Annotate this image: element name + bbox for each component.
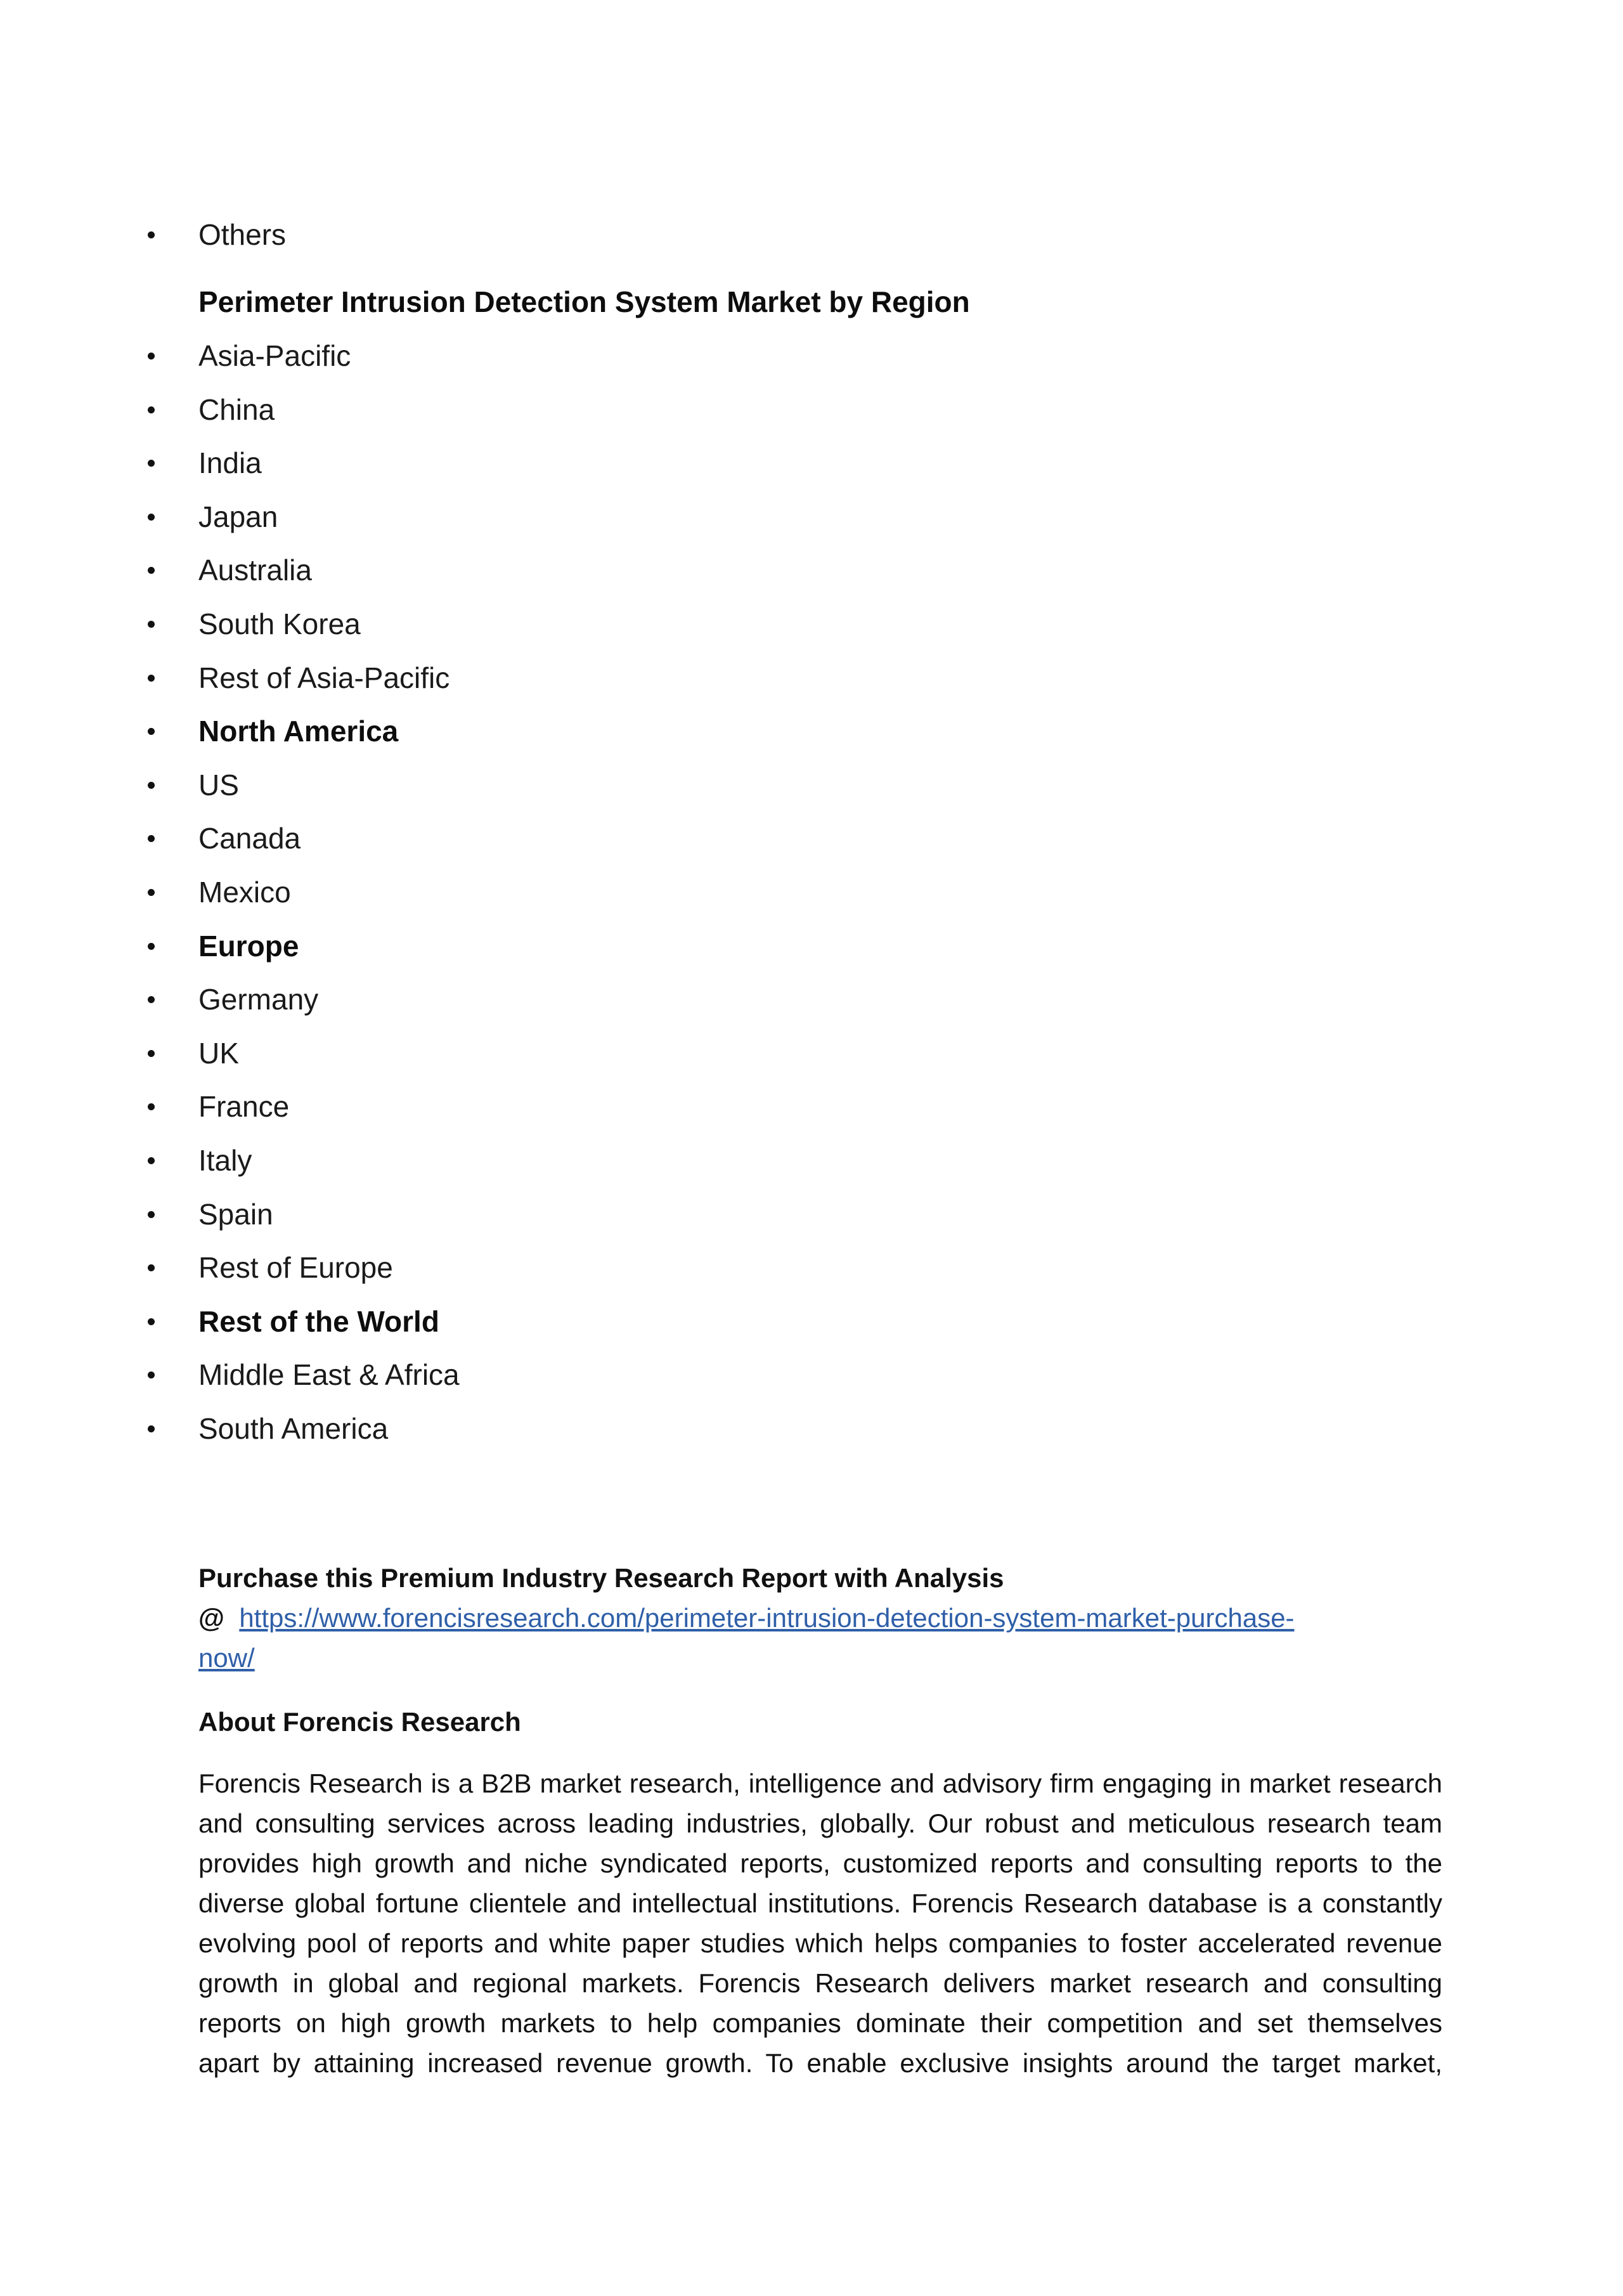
list-item-region-group — [0, 1302, 1522, 1340]
bullet-icon — [148, 1425, 155, 1432]
list-item-label: South Korea — [198, 607, 361, 640]
list-item-label: India — [198, 446, 262, 479]
list-item-label: Canada — [198, 822, 301, 855]
about-line: Forencis Research is a B2B market research, intelligence and advisory firm engaging in market research — [198, 1768, 1442, 1798]
bullet-icon — [148, 1050, 155, 1057]
about-line: diverse global fortune clientele and intellectual institutions. Forencis Research database is a constantly — [198, 1888, 1442, 1918]
at-symbol: @ — [198, 1603, 224, 1633]
bullet-icon — [148, 353, 155, 360]
list-item-label: Australia — [198, 554, 312, 587]
purchase-link[interactable] — [198, 1603, 1466, 1678]
bullet-icon — [148, 567, 155, 574]
list-item-label: North America — [198, 715, 399, 748]
bullet-icon — [148, 1318, 155, 1325]
list-item-label: Mexico — [198, 876, 291, 909]
about-line: growth in global and regional markets. Forencis Research delivers market research and consulting — [198, 1968, 1442, 1998]
bullet-icon — [148, 1103, 155, 1110]
about-line: provides high growth and niche syndicated reports, customized reports and consulting reports to the — [198, 1848, 1442, 1878]
purchase-label: Purchase this Premium Industry Research Report with Analysis — [198, 1563, 1004, 1593]
list-item-label: Japan — [198, 500, 278, 533]
list-item — [0, 766, 1522, 804]
bullet-icon — [148, 1372, 155, 1378]
bullet-icon — [148, 996, 155, 1003]
about-line: and consulting services across leading industries, globally. Our robust and meticulous research team — [198, 1808, 1442, 1838]
purchase-section — [198, 1558, 1466, 1678]
about-line: reports on high growth markets to help companies dominate their competition and set themselves — [198, 2008, 1442, 2038]
list-item-label: Asia-Pacific — [198, 339, 351, 372]
list-item — [0, 1087, 1522, 1125]
list-item — [0, 444, 1522, 482]
list-item-label: Others — [198, 218, 287, 251]
list-item — [0, 337, 1522, 375]
list-item-label: South America — [198, 1412, 389, 1445]
list-item — [0, 1195, 1522, 1233]
region-heading: Perimeter Intrusion Detection System Market by Region — [198, 285, 970, 318]
bullet-icon — [148, 621, 155, 628]
list-item-label: Germany — [198, 983, 319, 1016]
list-item — [0, 873, 1522, 911]
bullet-icon — [148, 782, 155, 789]
list-item — [0, 980, 1522, 1018]
about-line: evolving pool of reports and white paper studies which helps companies to foster accelerated revenue — [198, 1928, 1442, 1958]
about-paragraph — [198, 1763, 1442, 2083]
list-item — [0, 659, 1522, 697]
purchase-link-part2: now/ — [198, 1643, 255, 1673]
about-title: About Forencis Research — [198, 1707, 521, 1737]
bullet-icon — [148, 231, 155, 238]
list-item — [0, 1410, 1522, 1448]
bullet-icon — [148, 835, 155, 842]
bullet-icon — [148, 514, 155, 521]
list-item-label: Rest of Asia-Pacific — [198, 661, 450, 694]
bullet-icon — [148, 1157, 155, 1164]
list-item — [0, 819, 1522, 857]
about-line: apart by attaining increased revenue growth. To enable exclusive insights around the target market, — [198, 2048, 1442, 2078]
list-item-region-group — [0, 927, 1522, 965]
bullet-icon — [148, 728, 155, 735]
list-item-label: Rest of the World — [198, 1305, 439, 1338]
list-item-label: Europe — [198, 930, 299, 963]
bullet-icon — [148, 675, 155, 682]
list-item-label: France — [198, 1090, 290, 1123]
list-item — [0, 1249, 1522, 1287]
list-item — [0, 1356, 1522, 1394]
list-item-label: China — [198, 393, 275, 426]
bullet-icon — [148, 889, 155, 896]
bullet-icon — [148, 460, 155, 467]
bullet-icon — [148, 1264, 155, 1271]
list-item-label: US — [198, 769, 239, 801]
list-item — [0, 605, 1522, 643]
list-item — [0, 216, 1522, 254]
list-item-label: Spain — [198, 1198, 273, 1231]
purchase-link-part1: https://www.forencisresearch.com/perimeter-intrusion-detection-system-market-purchase- — [239, 1603, 1295, 1633]
bullet-icon — [148, 943, 155, 950]
list-item-label: Rest of Europe — [198, 1251, 393, 1284]
list-item — [0, 551, 1522, 589]
list-item-label: Middle East & Africa — [198, 1358, 460, 1391]
list-item — [0, 498, 1522, 536]
bullet-icon — [148, 1211, 155, 1218]
list-item — [0, 391, 1522, 429]
bullet-icon — [148, 406, 155, 413]
list-item — [0, 1034, 1522, 1072]
list-item — [0, 1141, 1522, 1179]
list-item-region-group — [0, 712, 1522, 750]
list-item-label: Italy — [198, 1144, 252, 1177]
list-item-label: UK — [198, 1037, 239, 1070]
